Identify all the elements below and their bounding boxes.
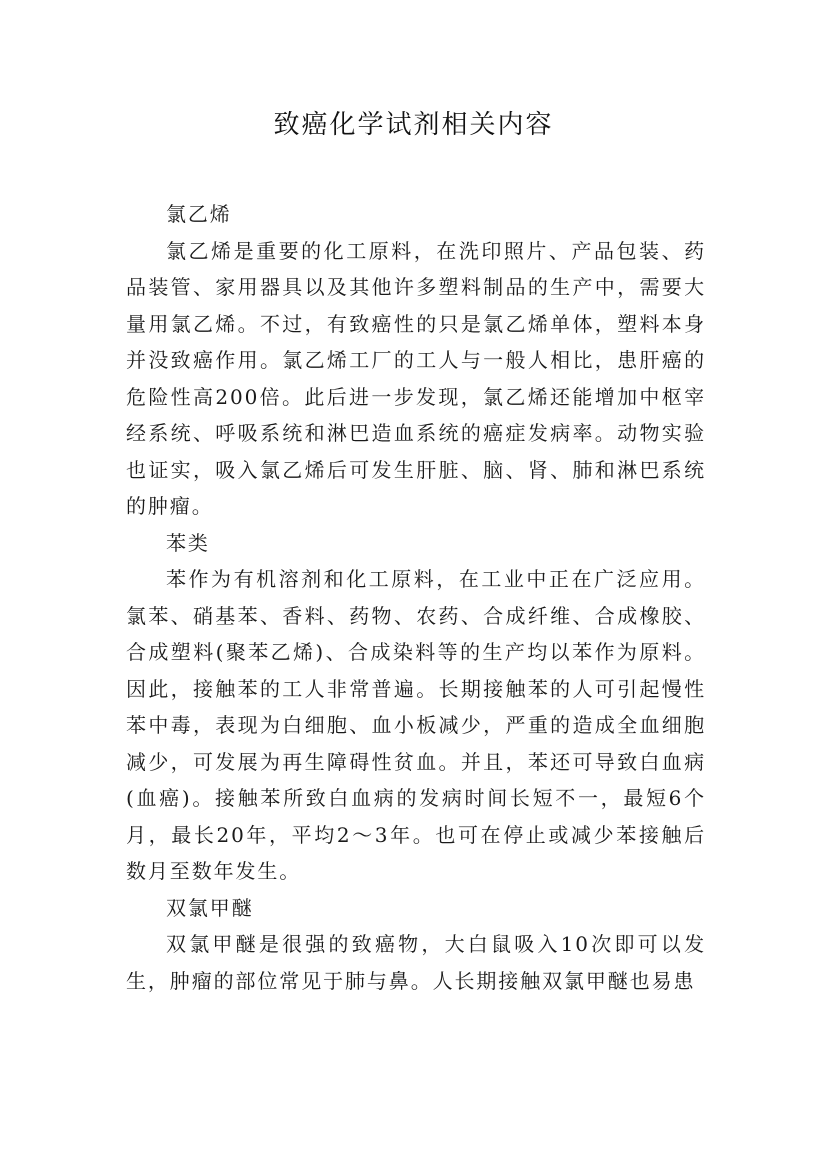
- section-heading-bis-chloromethyl-ether: 双氯甲醚: [166, 895, 254, 920]
- section-heading-vinyl-chloride: 氯乙烯: [166, 202, 232, 226]
- section-heading-benzene: 苯类: [166, 530, 210, 555]
- document-body: [126, 196, 706, 999]
- section-text-benzene: 苯作为有机溶剂和化工原料，在工业中正在广泛应用。氯苯、硝基苯、香料、药物、农药、合成纤维、合成橡胶、合成塑料(聚苯乙烯)、合成染料等的生产均以苯作为原料。因此，接触苯的工人非常普遍。长期接触苯的人可引起慢性苯中毒，表现为白细胞、血小板减少，严重的造成全血细胞减少，可发展为再生障碍性贫血。并且，苯还可导致白血病(血癌)。接触苯所致白血病的发病时间长短不一，最短6个月，最长20年，平均2～3年。也可在停止或减少苯接触后数月至数年发生。: [126, 567, 706, 883]
- document-title: 致癌化学试剂相关内容: [273, 110, 554, 140]
- section-text-vinyl-chloride: 氯乙烯是重要的化工原料，在洗印照片、产品包装、药品装管、家用器具以及其他许多塑料制品的生产中，需要大量用氯乙烯。不过，有致癌性的只是氯乙烯单体，塑料本身并没致癌作用。氯乙烯工厂的工人与一般人相比，患肝癌的危险性高200倍。此后进一步发现，氯乙烯还能增加中枢宰经系统、呼吸系统和淋巴造血系统的癌症发病率。动物实验也证实，吸入氯乙烯后可发生肝脏、脑、肾、肺和淋巴系统的肿瘤。: [126, 238, 706, 518]
- section-text-bis-chloromethyl-ether: 双氯甲醚是很强的致癌物，大白鼠吸入10次即可以发生，肿瘤的部位常见于肺与鼻。人长期接触双氯甲醚也易患: [126, 932, 706, 993]
